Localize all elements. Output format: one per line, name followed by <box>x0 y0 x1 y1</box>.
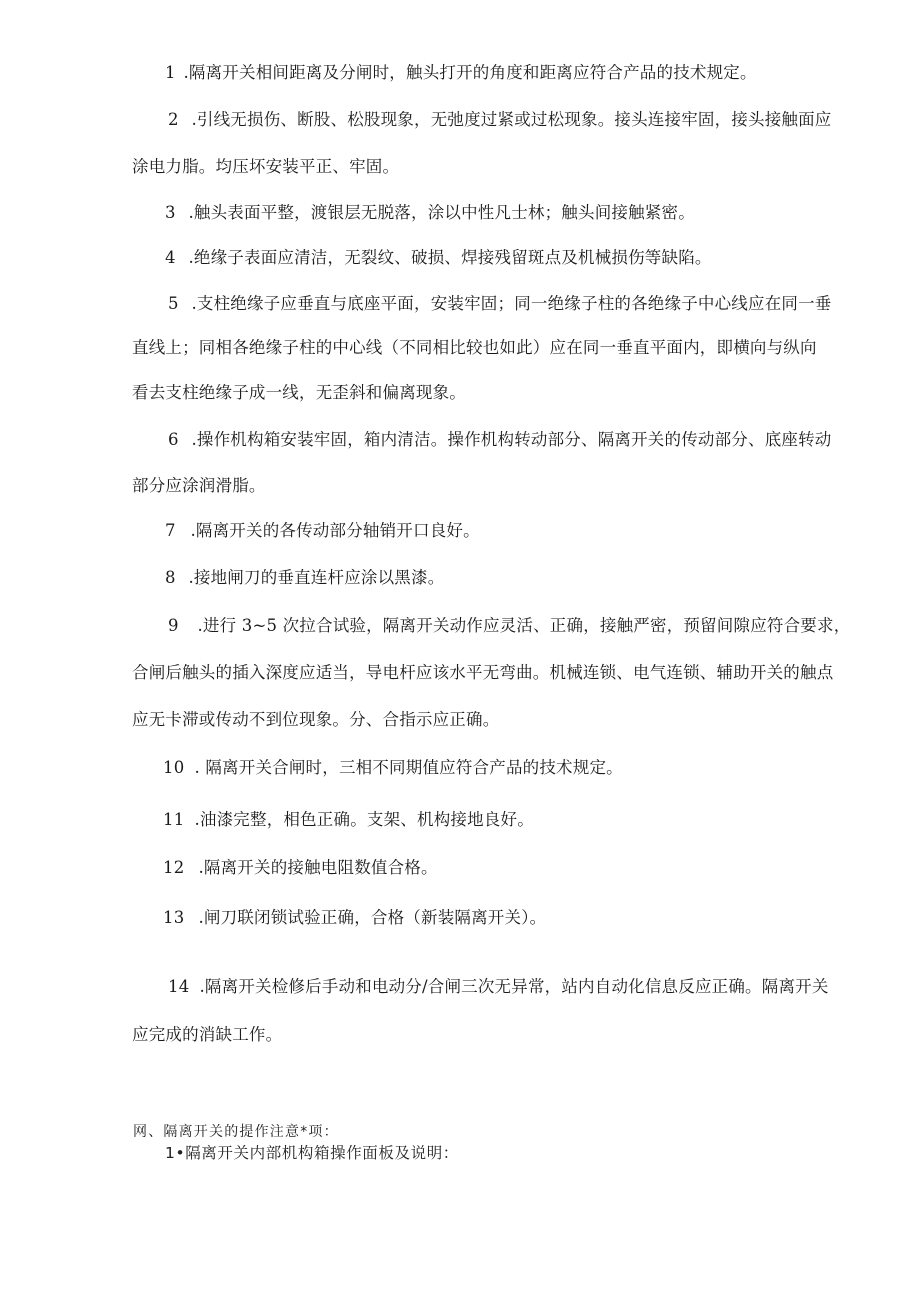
item-9-line-3 <box>132 710 499 730</box>
item-number: 13 <box>163 908 185 927</box>
item-text: 直线上；同相各绝缘子柱的中心线（不同相比较也如此）应在同一垂直平面内，即横向与纵向 <box>132 338 817 357</box>
item-text: .隔离开关的接触电阻数值合格。 <box>198 858 438 877</box>
item-2-line-1 <box>168 110 832 130</box>
item-12-line-1 <box>163 858 438 878</box>
item-8-line-1 <box>165 568 444 588</box>
item-number: 5 <box>168 294 179 313</box>
item-5-line-3 <box>132 383 466 403</box>
item-9-line-2 <box>132 663 833 683</box>
item-text: .引线无损伤、断股、松股现象，无弛度过紧或过松现象。接头连接牢固，接头接触面应 <box>191 110 832 129</box>
item-text: 合闸后触头的插入深度应适当，导电杆应该水平无弯曲。机械连锁、电气连锁、辅助开关的触点 <box>132 663 834 682</box>
item-5-line-2 <box>132 338 817 358</box>
item-number: 7 <box>165 521 176 540</box>
item-text: 应无卡滞或传动不到位现象。分、合指示应正确。 <box>132 710 500 729</box>
item-text: 涂电力脂。均压坏安装平正、牢固。 <box>132 157 400 176</box>
item-number: 1 <box>165 63 176 82</box>
item-number: 2 <box>168 110 179 129</box>
item-10-line-1 <box>163 758 623 778</box>
item-number: 4 <box>165 248 176 267</box>
item-number: 14 <box>168 977 190 996</box>
item-number: 6 <box>168 430 179 449</box>
item-6-line-1 <box>168 430 832 450</box>
item-text: .支柱绝缘子应垂直与底座平面，安装牢固；同一绝缘子柱的各绝缘子中心线应在同一垂 <box>191 294 832 313</box>
item-text: .隔离开关相间距离及分闸时，触头打开的角度和距离应符合产品的技术规定。 <box>183 63 757 82</box>
item-2-line-2 <box>132 157 399 177</box>
item-7-line-1 <box>165 521 480 541</box>
item-11-line-1 <box>163 810 534 830</box>
item-number: 9 <box>168 616 179 635</box>
item-text: 看去支柱绝缘子成一线，无歪斜和偏离现象。 <box>132 383 466 402</box>
item-text: .油漆完整，相色正确。支架、机构接地良好。 <box>194 810 534 829</box>
item-number: 8 <box>165 568 176 587</box>
sub-item-heading: 1•隔离开关内部机构箱操作面板及说明： <box>165 1144 459 1162</box>
item-text: .操作机构箱安装牢固，箱内清洁。操作机构转动部分、隔离开关的传动部分、底座转动 <box>191 430 832 449</box>
item-text: .闸刀联闭锁试验正确，合格（新装隔离开关）。 <box>198 908 547 927</box>
item-5-line-1 <box>168 294 832 314</box>
item-text: .进行 3~5 次拉合试验，隔离开关动作应灵活、正确，接触严密，预留间隙应符合要求， <box>197 616 851 635</box>
item-4-line-1 <box>165 248 712 268</box>
item-text: .接地闸刀的垂直连杆应涂以黑漆。 <box>188 568 445 587</box>
item-14-line-2 <box>132 1025 282 1045</box>
item-text: 应完成的消缺工作。 <box>132 1025 283 1044</box>
item-14-line-1 <box>168 977 829 997</box>
item-number: 11 <box>163 810 185 829</box>
item-number: 3 <box>165 203 176 222</box>
item-text: .隔离开关检修后手动和电动分/合闸三次无异常，站内自动化信息反应正确。隔离开关 <box>199 977 829 996</box>
item-text: 部分应涂润滑脂。 <box>132 476 266 495</box>
item-number: 10 <box>163 758 185 777</box>
item-6-line-2 <box>132 476 266 496</box>
item-number: 12 <box>163 858 185 877</box>
section-heading: 网、隔离开关的提作注意*项： <box>133 1124 339 1140</box>
item-text: .绝缘子表面应清洁，无裂纹、破损、焊接残留斑点及机械损伤等缺陷。 <box>188 248 712 267</box>
item-text: . 隔离开关合闸时，三相不同期值应符合产品的技术规定。 <box>194 758 623 777</box>
item-9-line-1 <box>168 616 850 636</box>
item-text: .隔离开关的各传动部分轴销开口良好。 <box>190 521 480 540</box>
item-1-line-1 <box>165 63 757 83</box>
item-text: .触头表面平整，渡银层无脱落，涂以中性凡士林；触头间接触紧密。 <box>188 203 695 222</box>
item-13-line-1 <box>163 908 546 928</box>
item-3-line-1 <box>165 203 695 223</box>
